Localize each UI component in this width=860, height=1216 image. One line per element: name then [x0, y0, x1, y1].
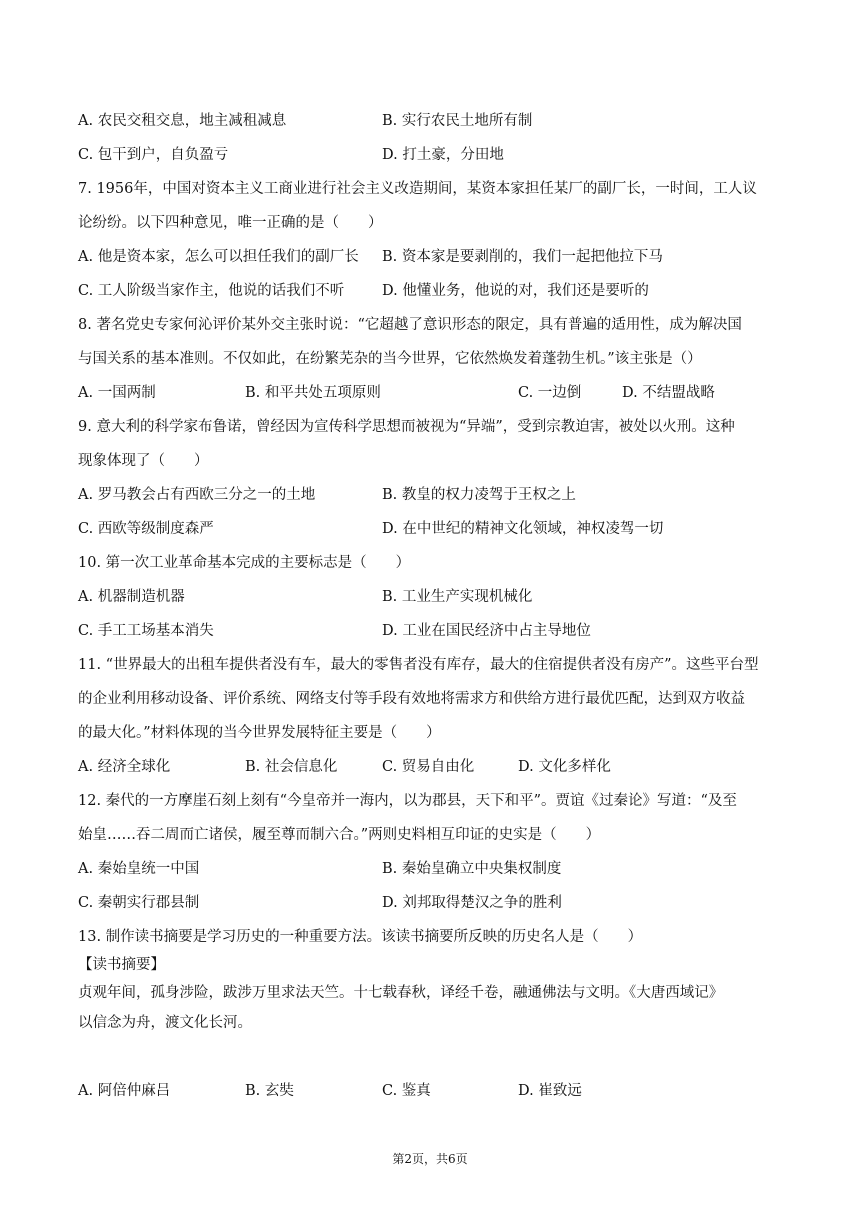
- q10-option-c: C. 手工工场基本消失: [78, 623, 214, 639]
- q6-option-d: D. 打土豪，分田地: [382, 147, 504, 163]
- q7-option-c: C. 工人阶级当家作主，他说的话我们不听: [78, 283, 345, 299]
- q7-stem-line1: 7. 1956年，中国对资本主义工商业进行社会主义改造期间，某资本家担任某厂的副厂长，一时间，工人议: [78, 181, 757, 197]
- q11-option-c: C. 贸易自由化: [382, 759, 475, 775]
- q12-option-d: D. 刘邦取得楚汉之争的胜利: [382, 895, 562, 911]
- q7-option-a: A. 他是资本家，怎么可以担任我们的副厂长: [78, 249, 359, 265]
- q11-option-b: B. 社会信息化: [245, 759, 338, 775]
- q13-box-line1: 贞观年间，孤身涉险，跋涉万里求法天竺。十七载春秋，译经千卷，融通佛法与文明。《大唐西域记》: [78, 985, 724, 1001]
- q9-option-a: A. 罗马教会占有西欧三分之一的土地: [78, 487, 316, 503]
- q6-option-c: C. 包干到户，自负盈亏: [78, 147, 229, 163]
- page-footer: 第2页，共6页: [392, 1152, 468, 1166]
- q13-option-c: C. 鉴真: [382, 1083, 431, 1099]
- q9-stem-line1: 9. 意大利的科学家布鲁诺，曾经因为宣传科学思想而被视为“异端”，受到宗教迫害，被处以火刑。这种: [78, 419, 735, 435]
- q8-stem-line2: 与国关系的基本准则。不仅如此，在纷繁芜杂的当今世界，它依然焕发着蓬勃生机。”该主张是（）: [78, 351, 702, 367]
- q8-option-b: B. 和平共处五项原则: [245, 385, 381, 401]
- q9-option-c: C. 西欧等级制度森严: [78, 521, 214, 537]
- q11-stem-line2: 的企业利用移动设备、评价系统、网络支付等手段有效地将需求方和供给方进行最优匹配，达到双方收益: [78, 691, 745, 707]
- q10-option-a: A. 机器制造机器: [78, 589, 185, 605]
- q13-option-b: B. 玄奘: [245, 1083, 294, 1099]
- q11-stem-line1: 11. “世界最大的出租车提供者没有车，最大的零售者没有库存，最大的住宿提供者没有房产”。这些平台型: [78, 657, 759, 673]
- q8-option-d: D. 不结盟战略: [622, 385, 715, 401]
- q10-option-b: B. 工业生产实现机械化: [382, 589, 533, 605]
- q6-option-b: B. 实行农民土地所有制: [382, 113, 533, 129]
- q13-option-d: D. 崔致远: [518, 1083, 582, 1099]
- q10-stem-line1: 10. 第一次工业革命基本完成的主要标志是（ ）: [78, 555, 411, 571]
- q13-box-title: 【读书摘要】: [78, 957, 165, 973]
- q12-option-c: C. 秦朝实行郡县制: [78, 895, 200, 911]
- q9-stem-line2: 现象体现了（ ）: [78, 453, 209, 469]
- q9-option-d: D. 在中世纪的精神文化领域，神权凌驾一切: [382, 521, 664, 537]
- q12-option-a: A. 秦始皇统一中国: [78, 861, 200, 877]
- q8-option-a: A. 一国两制: [78, 385, 156, 401]
- q7-option-b: B. 资本家是要剥削的，我们一起把他拉下马: [382, 249, 663, 265]
- q11-option-d: D. 文化多样化: [518, 759, 611, 775]
- q9-option-b: B. 教皇的权力凌驾于王权之上: [382, 487, 576, 503]
- q12-stem-line1: 12. 秦代的一方摩崖石刻上刻有“今皇帝并一海内，以为郡县，天下和平”。贾谊《过秦论》写道：“及至: [78, 793, 737, 809]
- q7-stem-line2: 论纷纷。以下四种意见，唯一正确的是（ ）: [78, 215, 383, 231]
- q8-option-c: C. 一边倒: [518, 385, 582, 401]
- q11-option-a: A. 经济全球化: [78, 759, 171, 775]
- q10-option-d: D. 工业在国民经济中占主导地位: [382, 623, 591, 639]
- q8-stem-line1: 8. 著名党史专家何沁评价某外交主张时说：“它超越了意识形态的限定，具有普遍的适用性，成为解决国: [78, 317, 742, 333]
- q12-option-b: B. 秦始皇确立中央集权制度: [382, 861, 562, 877]
- q13-option-a: A. 阿倍仲麻吕: [78, 1083, 171, 1099]
- q11-stem-line3: 的最大化。”材料体现的当今世界发展特征主要是（ ）: [78, 725, 441, 741]
- q6-option-a: A. 农民交租交息，地主减租减息: [78, 113, 287, 129]
- q12-stem-line2: 始皇……吞二周而亡诸侯，履至尊而制六合。”两则史料相互印证的史实是（ ）: [78, 827, 601, 843]
- q13-box-line2: 以信念为舟，渡文化长河。: [78, 1015, 252, 1031]
- q7-option-d: D. 他懂业务，他说的对，我们还是要听的: [382, 283, 649, 299]
- q13-stem-line1: 13. 制作读书摘要是学习历史的一种重要方法。该读书摘要所反映的历史名人是（ ）: [78, 929, 643, 945]
